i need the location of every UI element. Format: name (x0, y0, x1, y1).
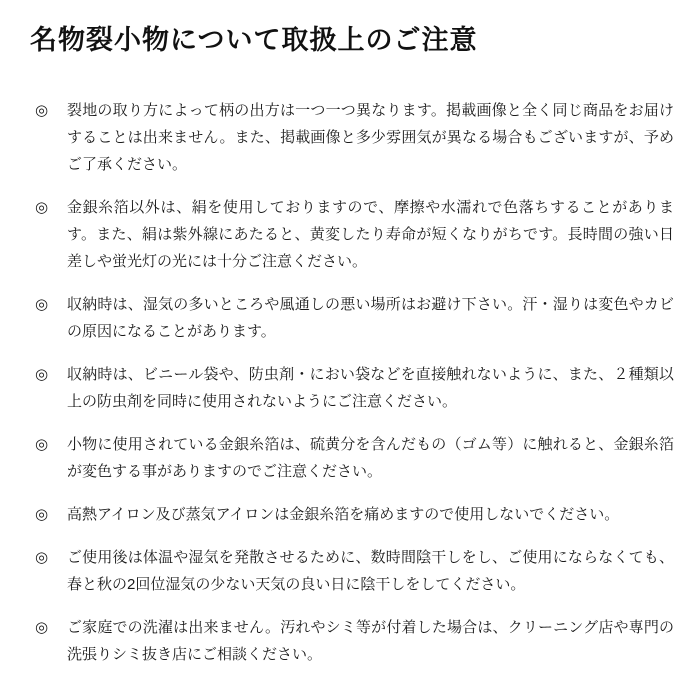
double-circle-bullet-icon: ◎ (35, 296, 49, 313)
double-circle-bullet-icon: ◎ (35, 366, 49, 383)
double-circle-bullet-icon: ◎ (35, 199, 49, 216)
notice-item-text: 収納時は、ビニール袋や、防虫剤・におい袋などを直接触れないように、また、２種類以上の防虫剤を同時に使用されないようにご注意ください。 (67, 366, 674, 410)
notice-item (30, 614, 674, 668)
notice-item (30, 544, 674, 598)
double-circle-bullet-icon: ◎ (35, 549, 49, 566)
notice-item (30, 501, 674, 528)
notice-item-text: 小物に使用されている金銀糸箔は、硫黄分を含んだもの（ゴム等）に触れると、金銀糸箔が変色する事がありますのでご注意ください。 (67, 436, 674, 480)
page-title: 名物裂小物について取扱上のご注意 (30, 25, 478, 55)
notice-item (30, 431, 674, 485)
double-circle-bullet-icon: ◎ (35, 506, 49, 523)
notice-item-text: 収納時は、湿気の多いところや風通しの悪い場所はお避け下さい。汗・湿りは変色やカビの原因になることがあります。 (67, 296, 674, 340)
notice-item-text: ご使用後は体温や湿気を発散させるために、数時間陰干しをし、ご使用にならなくても、春と秋の2回位湿気の少ない天気の良い日に陰干しをしてください。 (67, 549, 674, 593)
double-circle-bullet-icon: ◎ (35, 436, 49, 453)
notice-item (30, 97, 674, 178)
notice-item-text: 金銀糸箔以外は、絹を使用しておりますので、摩擦や水濡れで色落ちすることがあります。また、絹は紫外線にあたると、黄変したり寿命が短くなりがちです。長時間の強い日差しや蛍光灯の光には十分ご注意ください。 (67, 199, 674, 270)
notice-list (30, 97, 674, 668)
notice-item (30, 291, 674, 345)
notice-item-text: 高熱アイロン及び蒸気アイロンは金銀糸箔を痛めますので使用しないでください。 (67, 506, 620, 523)
notice-item-text: 裂地の取り方によって柄の出方は一つ一つ異なります。掲載画像と全く同じ商品をお届けすることは出来ません。また、掲載画像と多少雰囲気が異なる場合もございますが、予めご了承ください。 (67, 102, 674, 173)
double-circle-bullet-icon: ◎ (35, 619, 49, 636)
notice-item (30, 194, 674, 275)
double-circle-bullet-icon: ◎ (35, 102, 49, 119)
notice-item-text: ご家庭での洗濯は出来ません。汚れやシミ等が付着した場合は、クリーニング店や専門の洗張りシミ抜き店にご相談ください。 (67, 619, 674, 663)
notice-item (30, 361, 674, 415)
